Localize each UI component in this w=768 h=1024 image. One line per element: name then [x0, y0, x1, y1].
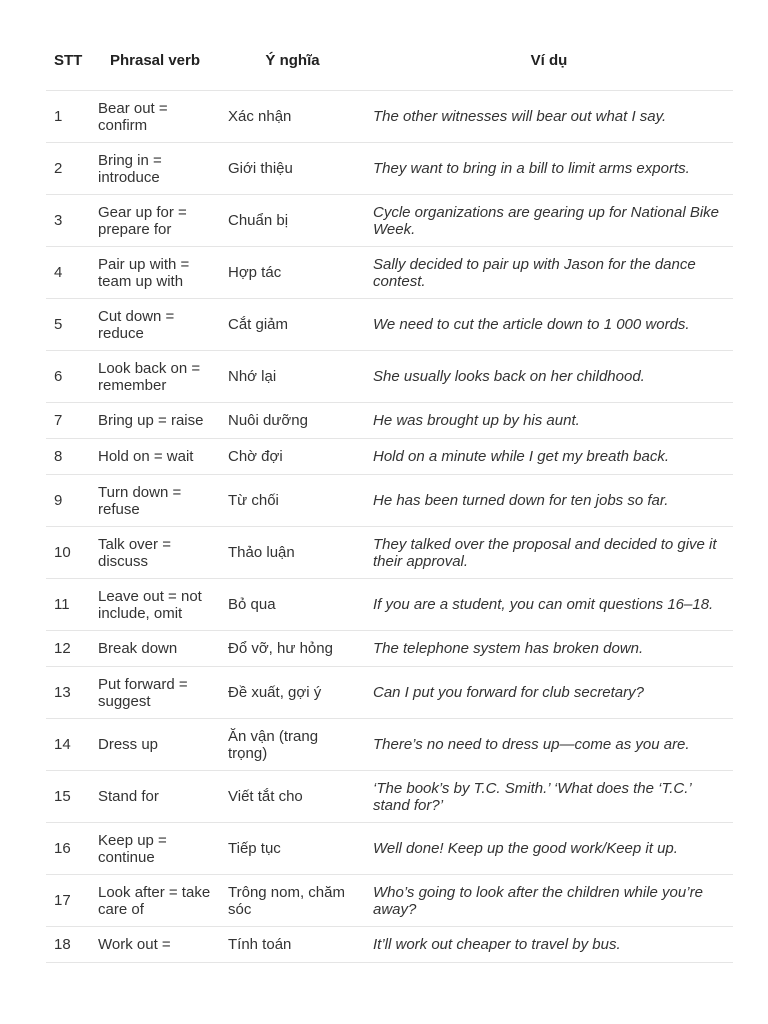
table-row: [46, 631, 733, 667]
meaning-cell: Giới thiệu: [220, 143, 365, 195]
meaning-cell: Đổ vỡ, hư hỏng: [220, 631, 365, 667]
row-number: 7: [46, 403, 90, 439]
phrasal-verb-cell: Cut down = reduce: [90, 299, 220, 351]
example-cell: Well done! Keep up the good work/Keep it up.: [365, 823, 733, 875]
row-number: 17: [46, 875, 90, 927]
meaning-cell: Tính toán: [220, 927, 365, 963]
phrasal-verb-cell: Gear up for = prepare for: [90, 195, 220, 247]
table-row: [46, 403, 733, 439]
phrasal-verb-cell: Dress up: [90, 719, 220, 771]
row-number: 15: [46, 771, 90, 823]
phrasal-verb-table: [46, 30, 733, 963]
meaning-cell: Trông nom, chăm sóc: [220, 875, 365, 927]
row-number: 13: [46, 667, 90, 719]
header-row: [46, 30, 733, 91]
example-cell: He has been turned down for ten jobs so far.: [365, 475, 733, 527]
example-cell: She usually looks back on her childhood.: [365, 351, 733, 403]
example-cell: The other witnesses will bear out what I say.: [365, 91, 733, 143]
header-example: Ví dụ: [365, 30, 733, 91]
phrasal-verb-cell: Look after = take care of: [90, 875, 220, 927]
meaning-cell: Bỏ qua: [220, 579, 365, 631]
table-row: [46, 823, 733, 875]
row-number: 5: [46, 299, 90, 351]
row-number: 14: [46, 719, 90, 771]
example-cell: There’s no need to dress up—come as you are.: [365, 719, 733, 771]
meaning-cell: Viết tắt cho: [220, 771, 365, 823]
table-row: [46, 719, 733, 771]
meaning-cell: Tiếp tục: [220, 823, 365, 875]
table-row: [46, 475, 733, 527]
table-row: [46, 875, 733, 927]
row-number: 8: [46, 439, 90, 475]
phrasal-verb-cell: Leave out = not include, omit: [90, 579, 220, 631]
header-phrasal-verb: Phrasal verb: [90, 30, 220, 91]
row-number: 9: [46, 475, 90, 527]
example-cell: We need to cut the article down to 1 000 words.: [365, 299, 733, 351]
meaning-cell: Xác nhận: [220, 91, 365, 143]
example-cell: Cycle organizations are gearing up for National Bike Week.: [365, 195, 733, 247]
meaning-cell: Hợp tác: [220, 247, 365, 299]
example-cell: Can I put you forward for club secretary?: [365, 667, 733, 719]
example-cell: Hold on a minute while I get my breath back.: [365, 439, 733, 475]
row-number: 1: [46, 91, 90, 143]
table-row: [46, 143, 733, 195]
meaning-cell: Từ chối: [220, 475, 365, 527]
table-row: [46, 247, 733, 299]
meaning-cell: Chuẩn bị: [220, 195, 365, 247]
table-row: [46, 667, 733, 719]
example-cell: It’ll work out cheaper to travel by bus.: [365, 927, 733, 963]
row-number: 16: [46, 823, 90, 875]
phrasal-verb-cell: Bring up = raise: [90, 403, 220, 439]
table-row: [46, 299, 733, 351]
row-number: 3: [46, 195, 90, 247]
meaning-cell: Đề xuất, gợi ý: [220, 667, 365, 719]
meaning-cell: Ăn vận (trang trọng): [220, 719, 365, 771]
meaning-cell: Cắt giảm: [220, 299, 365, 351]
example-cell: If you are a student, you can omit questions 16–18.: [365, 579, 733, 631]
table-row: [46, 527, 733, 579]
row-number: 18: [46, 927, 90, 963]
example-cell: They talked over the proposal and decided to give it their approval.: [365, 527, 733, 579]
row-number: 12: [46, 631, 90, 667]
meaning-cell: Nhớ lại: [220, 351, 365, 403]
example-cell: The telephone system has broken down.: [365, 631, 733, 667]
table-row: [46, 439, 733, 475]
phrasal-verb-cell: Break down: [90, 631, 220, 667]
example-cell: They want to bring in a bill to limit arms exports.: [365, 143, 733, 195]
phrasal-verb-cell: Look back on = remember: [90, 351, 220, 403]
table-body: [46, 91, 733, 963]
phrasal-verb-cell: Stand for: [90, 771, 220, 823]
phrasal-verb-cell: Talk over = discuss: [90, 527, 220, 579]
phrasal-verb-cell: Pair up with = team up with: [90, 247, 220, 299]
phrasal-verb-table-container: [46, 30, 733, 963]
table-row: [46, 351, 733, 403]
table-header: [46, 30, 733, 91]
phrasal-verb-cell: Turn down = refuse: [90, 475, 220, 527]
meaning-cell: Nuôi dưỡng: [220, 403, 365, 439]
row-number: 10: [46, 527, 90, 579]
table-row: [46, 91, 733, 143]
table-row: [46, 579, 733, 631]
table-row: [46, 927, 733, 963]
table-row: [46, 195, 733, 247]
phrasal-verb-cell: Bear out = confirm: [90, 91, 220, 143]
example-cell: Who’s going to look after the children while you’re away?: [365, 875, 733, 927]
header-meaning: Ý nghĩa: [220, 30, 365, 91]
example-cell: He was brought up by his aunt.: [365, 403, 733, 439]
row-number: 4: [46, 247, 90, 299]
table-row: [46, 771, 733, 823]
phrasal-verb-cell: Hold on = wait: [90, 439, 220, 475]
row-number: 6: [46, 351, 90, 403]
example-cell: ‘The book’s by T.C. Smith.’ ‘What does the ‘T.C.’ stand for?’: [365, 771, 733, 823]
header-stt: STT: [46, 30, 90, 91]
meaning-cell: Thảo luận: [220, 527, 365, 579]
phrasal-verb-cell: Work out =: [90, 927, 220, 963]
phrasal-verb-cell: Bring in = introduce: [90, 143, 220, 195]
example-cell: Sally decided to pair up with Jason for the dance contest.: [365, 247, 733, 299]
row-number: 11: [46, 579, 90, 631]
phrasal-verb-cell: Put forward = suggest: [90, 667, 220, 719]
phrasal-verb-cell: Keep up = continue: [90, 823, 220, 875]
row-number: 2: [46, 143, 90, 195]
meaning-cell: Chờ đợi: [220, 439, 365, 475]
